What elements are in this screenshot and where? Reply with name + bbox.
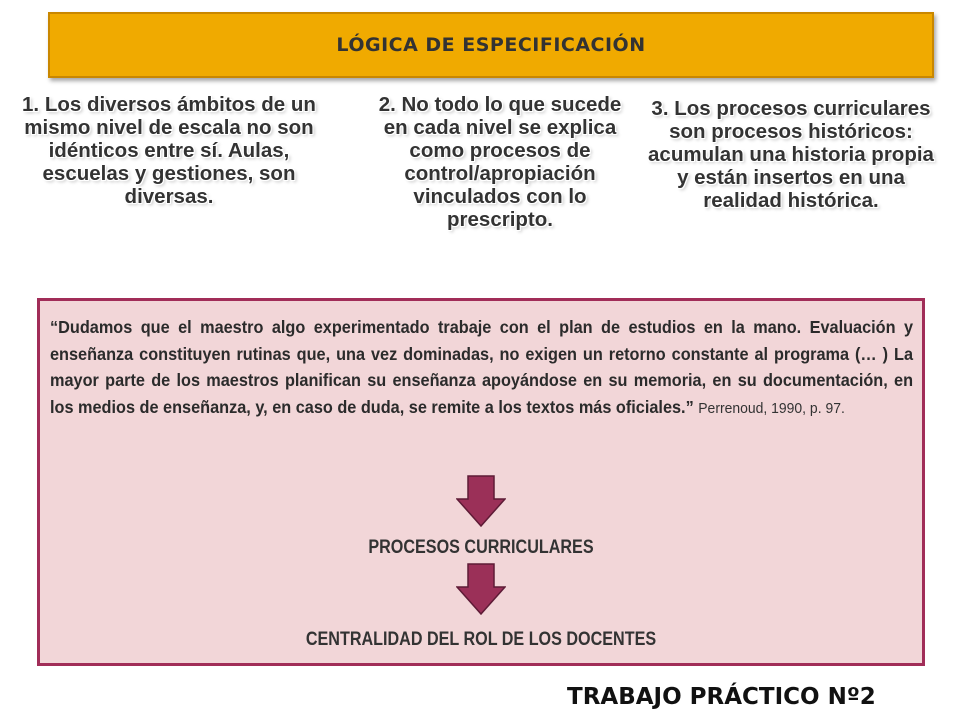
quote-box	[37, 298, 925, 666]
quote-paragraph	[50, 314, 913, 422]
flow-step-centralidad: CENTRALIDAD DEL ROL DE LOS DOCENTES	[305, 629, 657, 650]
point-2: 2. No todo lo que sucede en cada nivel se explica como procesos de control/apropiación vinculados con lo prescripto.	[378, 93, 622, 231]
flow-step-procesos: PROCESOS CURRICULARES	[368, 537, 594, 558]
footer-title: TRABAJO PRÁCTICO Nº2	[567, 684, 876, 710]
down-arrow-icon	[456, 475, 506, 527]
point-1: 1. Los diversos ámbitos de un mismo nivel de escala no son idénticos entre sí. Aulas, escuelas y gestiones, son diversas.	[22, 93, 316, 208]
quote-text: “Dudamos que el maestro algo experimentado trabaje con el plan de estudios en la mano. Evaluación y enseñanza constituyen rutinas que, una vez dominadas, no exigen un retorno constante al programa (… ) La mayor parte de los maestros planifican su enseñanza apoyándose en su memoria, en su documentación, en los medios de enseñanza, y, en caso de duda, se remite a los textos más oficiales.”	[50, 317, 914, 417]
point-3: 3. Los procesos curriculares son procesos históricos: acumulan una historia propia y están insertos en una realidad histórica.	[648, 97, 934, 212]
title-bar	[48, 12, 934, 78]
slide-title: LÓGICA DE ESPECIFICACIÓN	[336, 34, 646, 56]
down-arrow-icon	[456, 563, 506, 615]
quote-citation: Perrenoud, 1990, p. 97.	[698, 399, 845, 417]
